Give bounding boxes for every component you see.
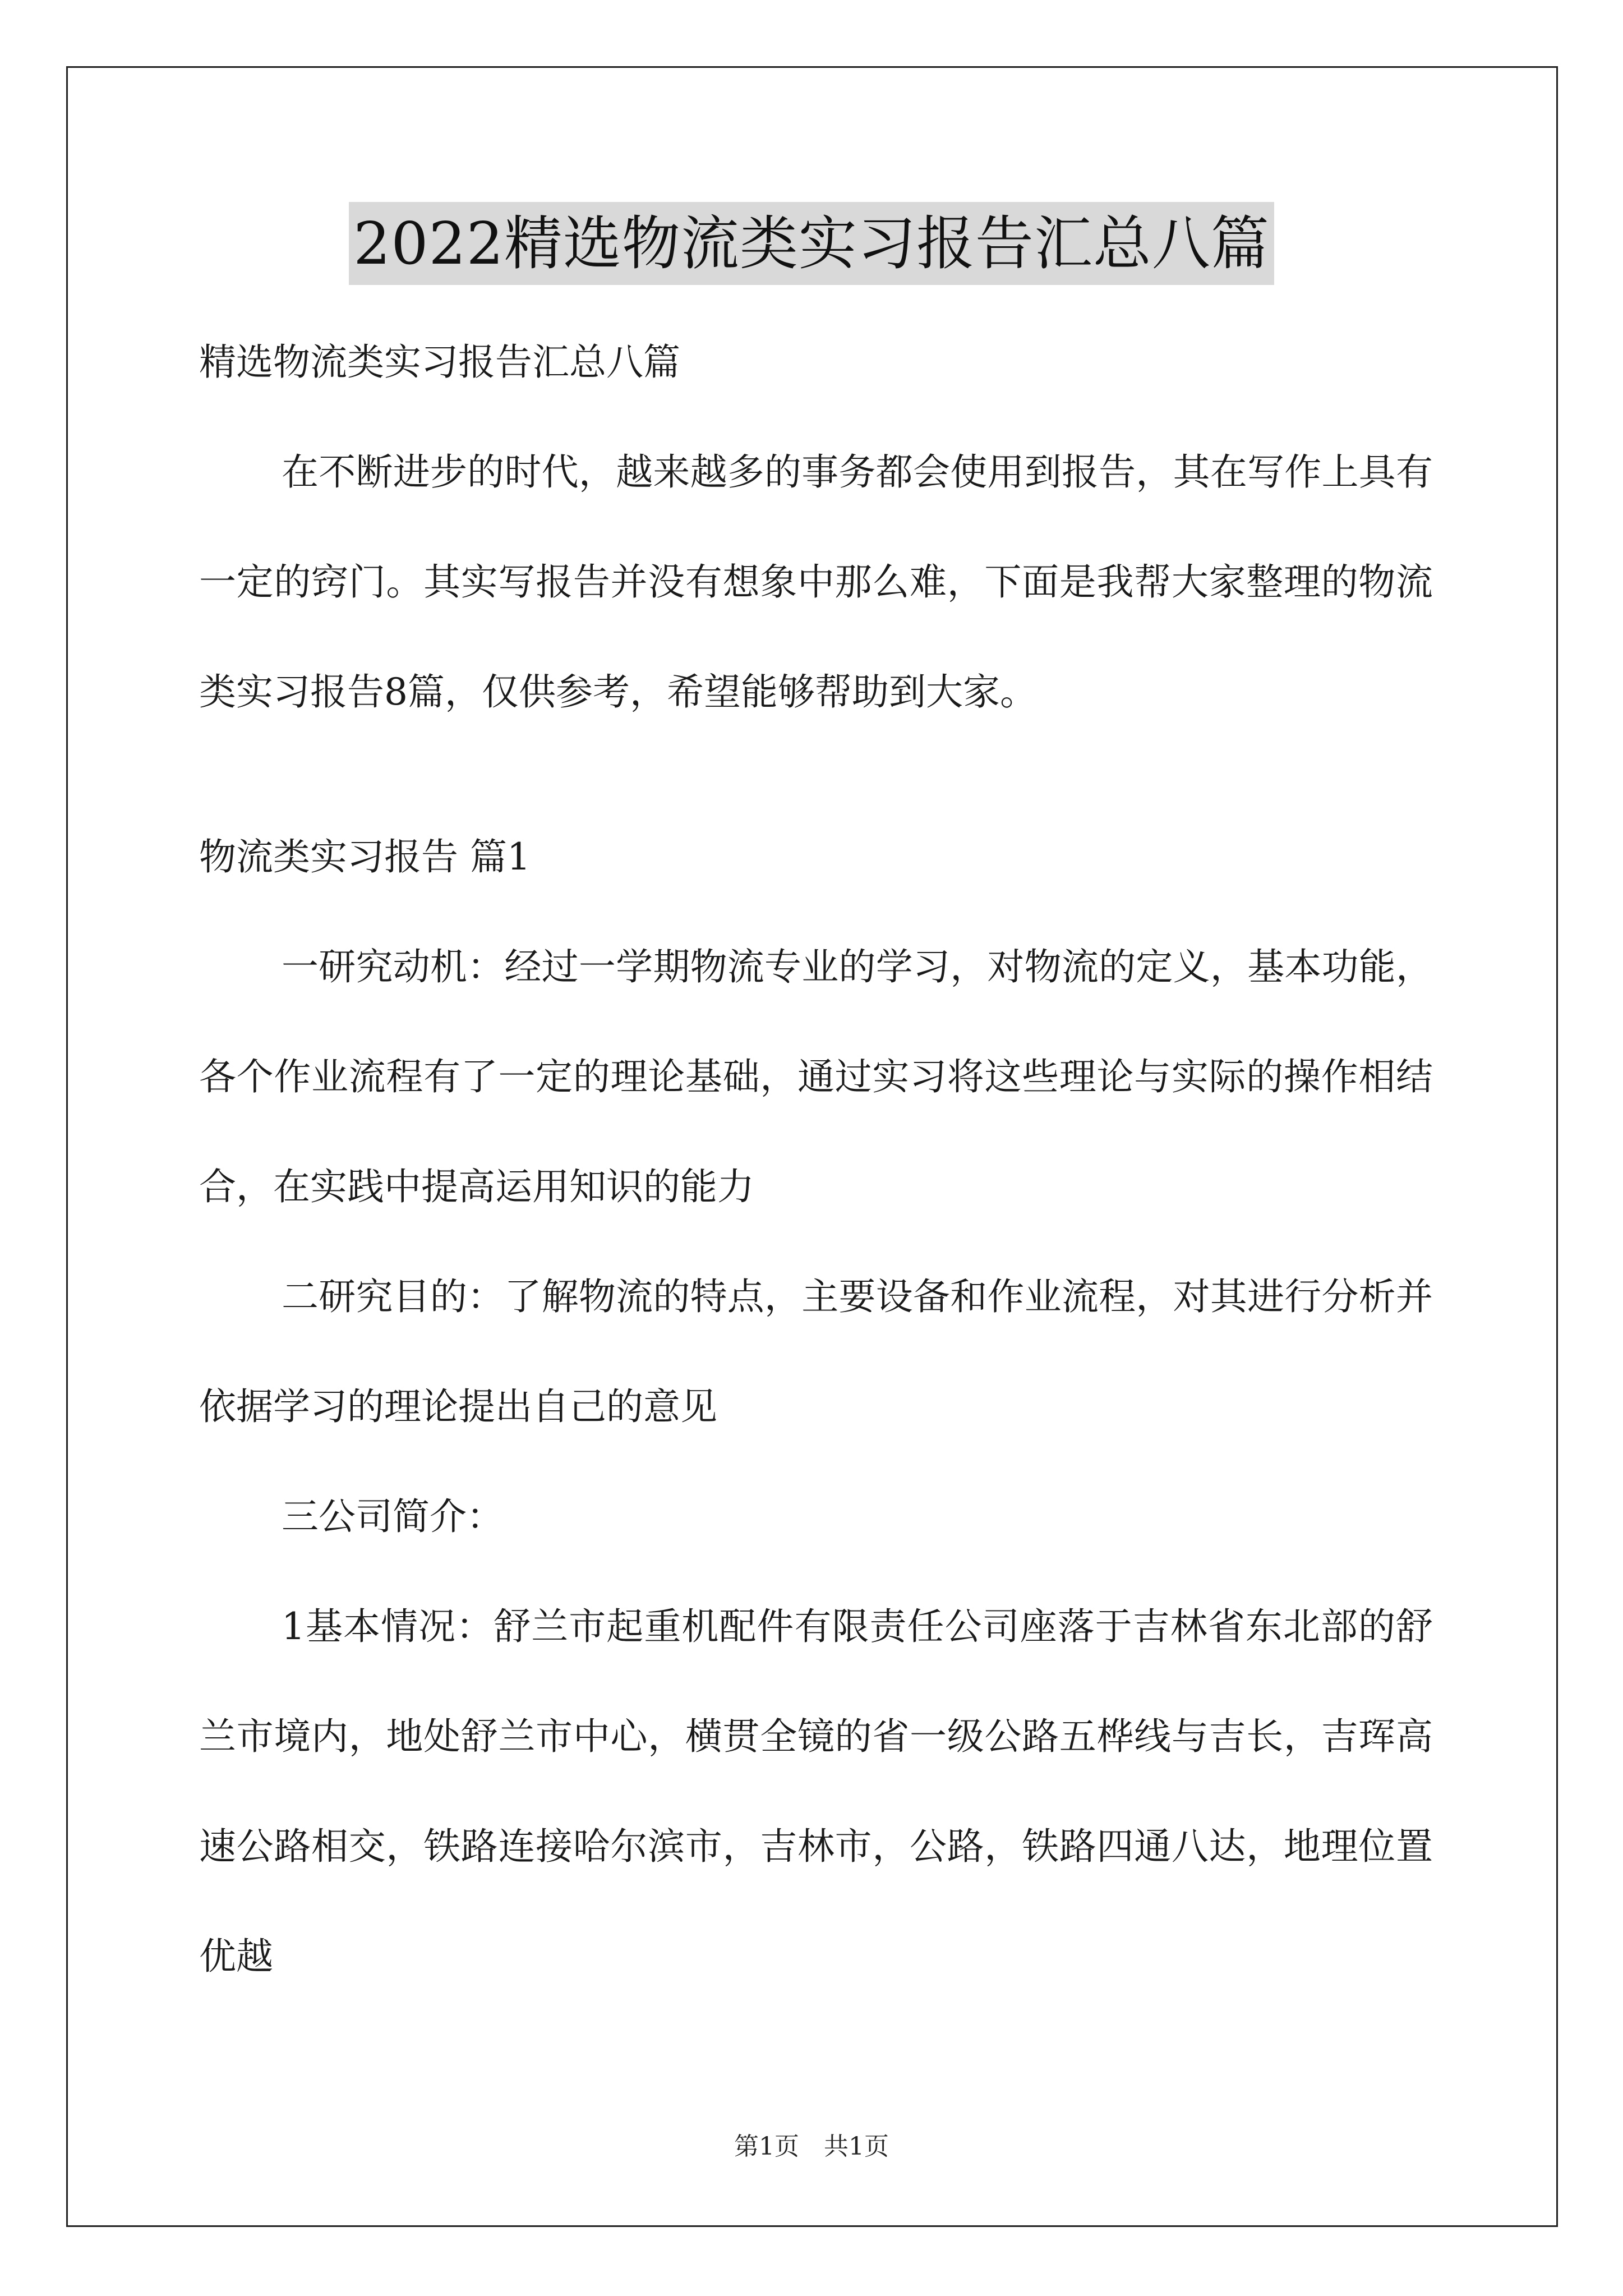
section-heading: 物流类实习报告 篇1 xyxy=(199,835,531,878)
paragraph-motivation: 一研究动机：经过一学期物流专业的学习，对物流的定义，基本功能，各个作业流程有了一定的理论基础，通过实习将这些理论与实际的操作相结合，在实践中提高运用知识的能力 xyxy=(199,945,1433,1208)
document-body xyxy=(199,307,1433,2012)
page-footer: 第1页 共1页 xyxy=(734,2132,889,2161)
paragraph-purpose: 二研究目的：了解物流的特点，主要设备和作业流程，对其进行分析并依据学习的理论提出自己的意见 xyxy=(199,1275,1433,1428)
title-wrap xyxy=(0,202,1623,285)
paragraph-basic-info: 1基本情况：舒兰市起重机配件有限责任公司座落于吉林省东北部的舒兰市境内，地处舒兰市中心，横贯全镜的省一级公路五桦线与吉长，吉珲高速公路相交，铁路连接哈尔滨市，吉林市，公路，铁路四通八达，地理位置优越 xyxy=(199,1605,1433,1978)
document-title: 2022精选物流类实习报告汇总八篇 xyxy=(349,202,1274,285)
paragraph-company-intro: 三公司简介： xyxy=(282,1495,504,1538)
intro-paragraph: 在不断进步的时代，越来越多的事务都会使用到报告，其在写作上具有一定的窍门。其实写报告并没有想象中那么难，下面是我帮大家整理的物流类实习报告8篇，仅供参考，希望能够帮助到大家。 xyxy=(199,450,1433,714)
document-subtitle: 精选物流类实习报告汇总八篇 xyxy=(199,341,680,384)
spacer xyxy=(199,747,1433,802)
